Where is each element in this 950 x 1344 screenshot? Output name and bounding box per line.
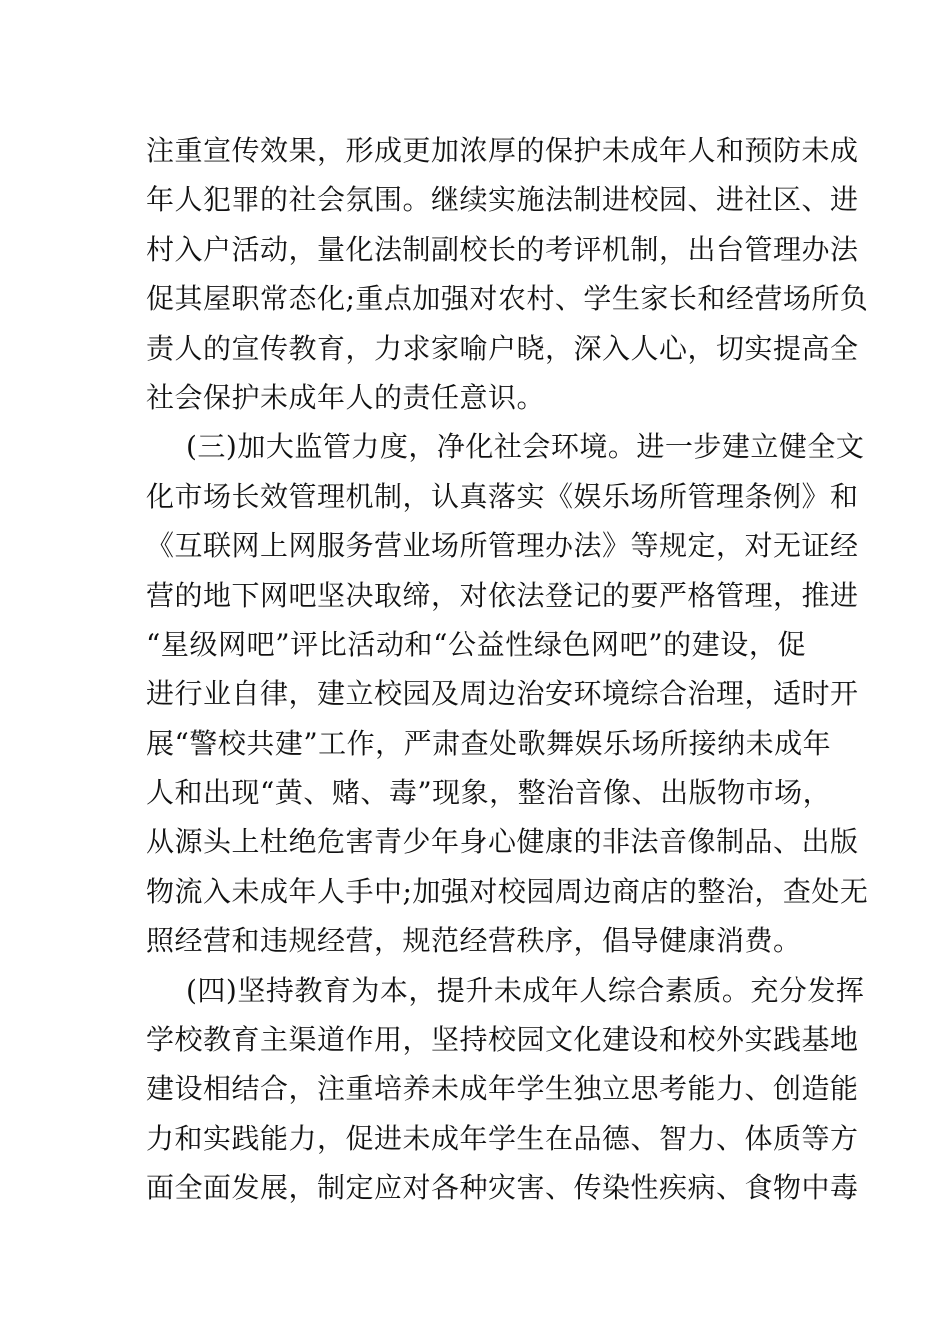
text-line: 力和实践能力，促进未成年学生在品德、智力、体质等方 xyxy=(146,1121,859,1155)
text-line: 化市场长效管理机制，认真落实《娱乐场所管理条例》和 xyxy=(146,479,859,513)
text-line: 学校教育主渠道作用，坚持校园文化建设和校外实践基地 xyxy=(146,1023,859,1057)
text-line: 从源头上杜绝危害青少年身心健康的非法音像制品、出版 xyxy=(146,825,859,859)
text-line: 注重宣传效果，形成更加浓厚的保护未成年人和预防未成 xyxy=(146,134,859,167)
text-line: 促其屋职常态化;重点加强对农村、学生家长和经营场所负 xyxy=(146,282,869,316)
text-line: 进行业自律，建立校园及周边治安环境综合治理，适时开 xyxy=(146,677,859,711)
text-line: 《互联网上网服务营业场所管理办法》等规定，对无证经 xyxy=(146,529,859,563)
text-line: 年人犯罪的社会氛围。继续实施法制进校园、进社区、进 xyxy=(146,183,859,217)
text-line: 物流入未成年人手中;加强对校园周边商店的整治，查处无 xyxy=(146,874,869,908)
text-line: 人和出现“黄、赌、毒”现象，整治音像、出版物市场， xyxy=(146,776,832,810)
paragraph-heading-3: (三)加大监管力度，净化社会环境。进一步建立健全文 xyxy=(186,430,865,464)
text-line: 照经营和违规经营，规范经营秩序，倡导健康消费。 xyxy=(146,924,802,958)
text-line: 村入户活动，量化法制副校长的考评机制，出台管理办法 xyxy=(146,232,859,266)
paragraph-heading-4: (四)坚持教育为本，提升未成年人综合素质。充分发挥 xyxy=(186,973,865,1007)
text-line: 责人的宣传教育，力求家喻户晓，深入人心，切实提高全 xyxy=(146,331,859,365)
text-line: 社会保护未成年人的责任意识。 xyxy=(146,380,546,414)
document-body-text xyxy=(146,126,869,1213)
text-line: 建设相结合，注重培养未成年学生独立思考能力、创造能 xyxy=(146,1072,859,1106)
text-line: 展“警校共建”工作，严肃查处歌舞娱乐场所接纳未成年 xyxy=(146,726,832,760)
text-line: “星级网吧”评比活动和“公益性绿色网吧”的建设，促 xyxy=(146,627,806,661)
text-line: 营的地下网吧坚决取缔，对依法登记的要严格管理，推进 xyxy=(146,578,859,612)
text-line: 面全面发展，制定应对各种灾害、传染性疾病、食物中毒 xyxy=(146,1171,859,1205)
